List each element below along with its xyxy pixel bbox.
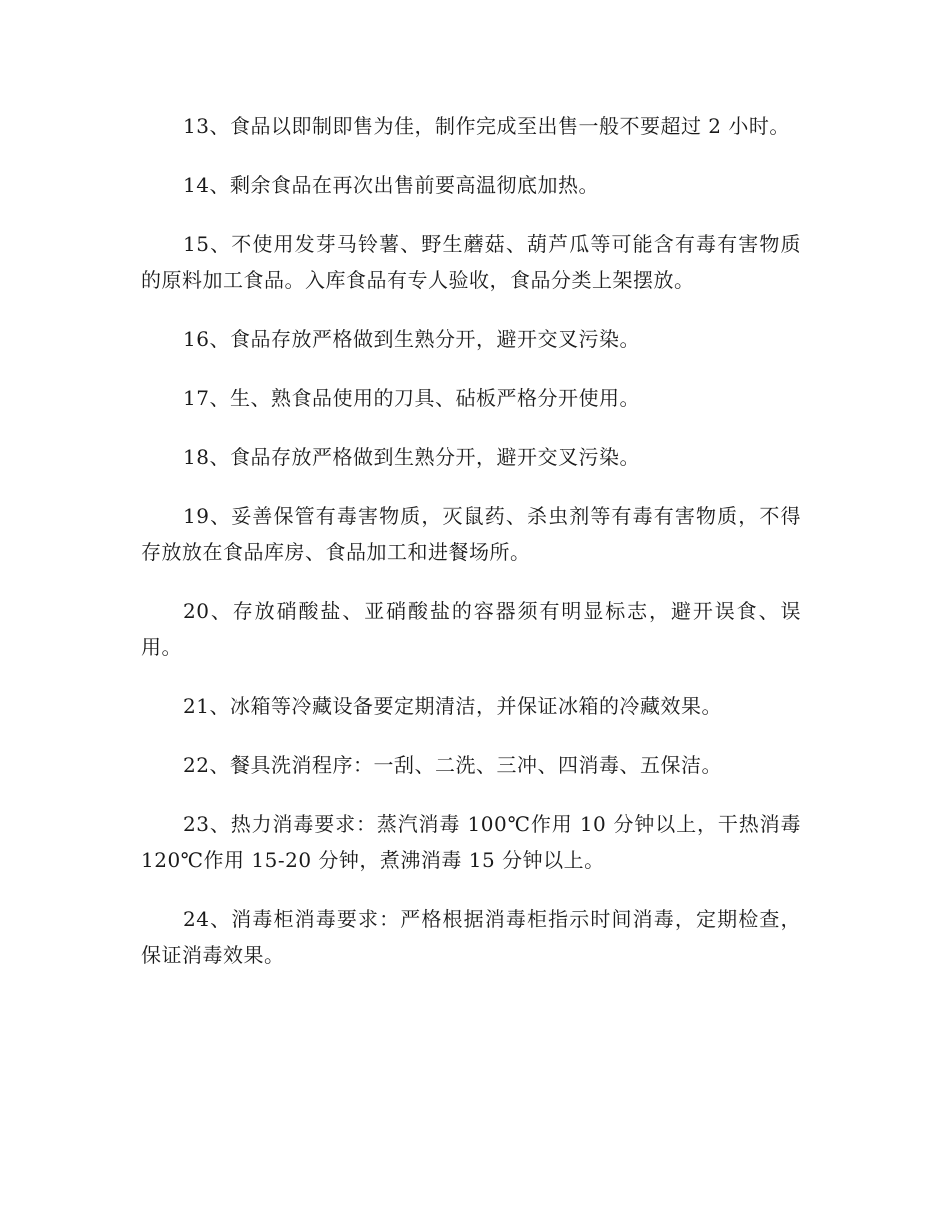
paragraph-22: 22、餐具洗消程序：一刮、二洗、三冲、四消毒、五保洁。 (183, 753, 722, 777)
document-body (141, 108, 801, 996)
paragraph-21: 21、冰箱等冷藏设备要定期清洁，并保证冰箱的冷藏效果。 (183, 694, 722, 718)
paragraph-14: 14、剩余食品在再次出售前要高温彻底加热。 (183, 173, 599, 197)
paragraph-17: 17、生、熟食品使用的刀具、砧板严格分开使用。 (183, 386, 640, 410)
paragraph-16: 16、食品存放严格做到生熟分开，避开交叉污染。 (183, 327, 640, 351)
paragraph-23: 23、热力消毒要求：蒸汽消毒 100℃作用 10 分钟以上，干热消毒 120℃作用 15-20 分钟，煮沸消毒 15 分钟以上。 (141, 812, 801, 872)
paragraph-18: 18、食品存放严格做到生熟分开，避开交叉污染。 (183, 445, 640, 469)
paragraph-20: 20、存放硝酸盐、亚硝酸盐的容器须有明显标志，避开误食、误用。 (141, 599, 801, 659)
paragraph-13: 13、食品以即制即售为佳，制作完成至出售一般不要超过 2 小时。 (183, 114, 790, 138)
paragraph-19: 19、妥善保管有毒害物质，灭鼠药、杀虫剂等有毒有害物质，不得存放放在食品库房、食品加工和进餐场所。 (141, 504, 801, 564)
paragraph-15: 15、不使用发芽马铃薯、野生蘑菇、葫芦瓜等可能含有毒有害物质的原料加工食品。入库食品有专人验收，食品分类上架摆放。 (141, 232, 801, 292)
paragraph-24: 24、消毒柜消毒要求：严格根据消毒柜指示时间消毒，定期检查，保证消毒效果。 (141, 907, 801, 967)
